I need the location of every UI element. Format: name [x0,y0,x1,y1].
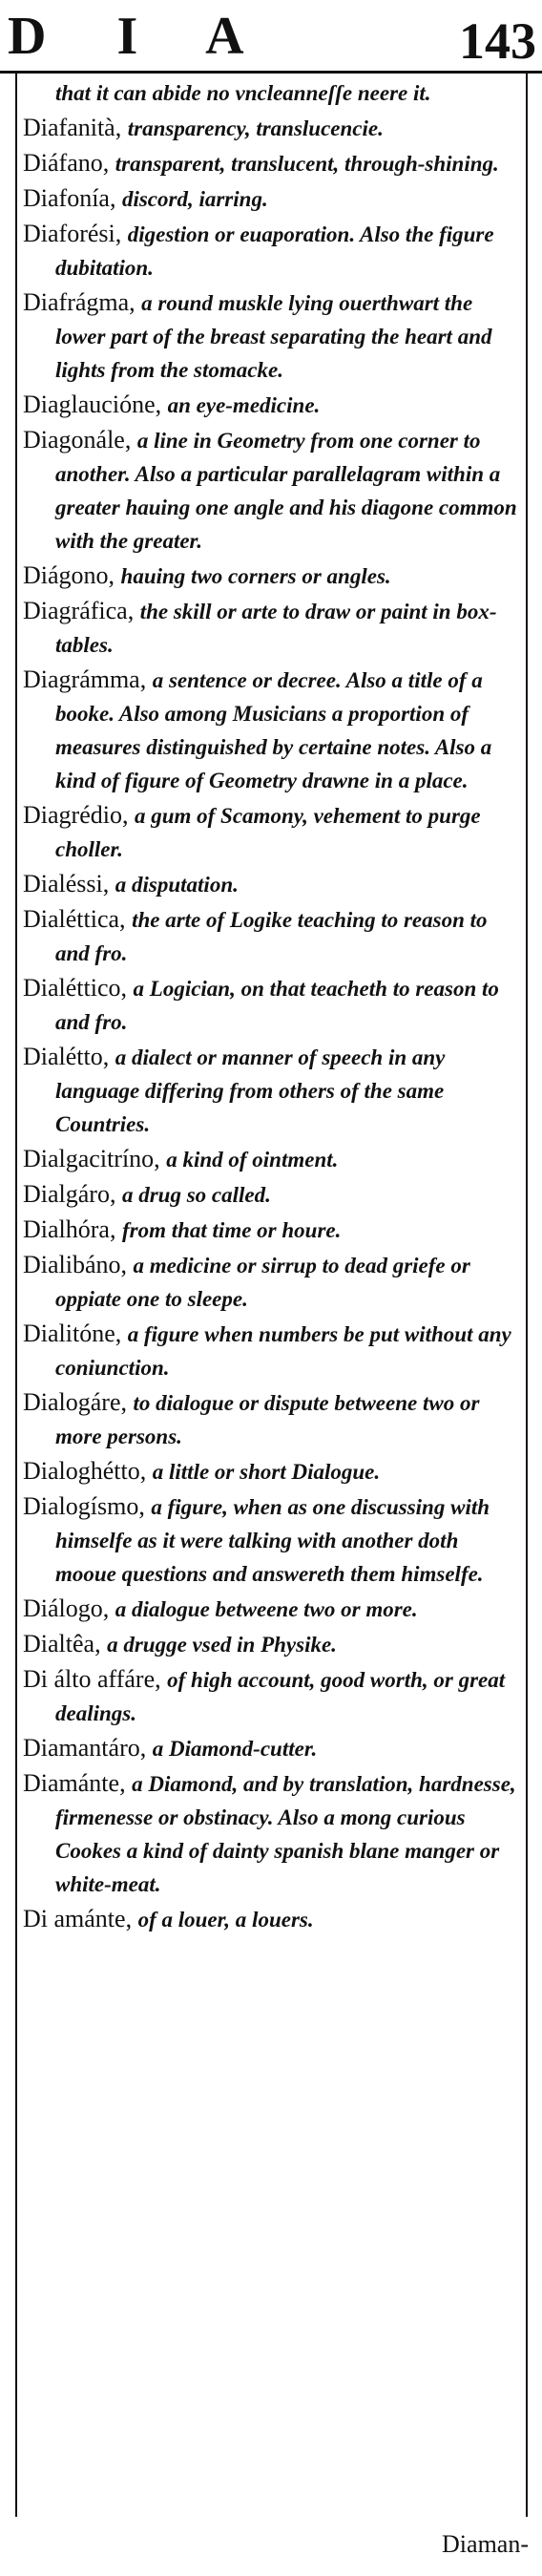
headword: Diagonále, [23,426,132,454]
dictionary-entry [23,112,519,145]
dictionary-entry [23,424,519,558]
headword: Diaglaucióne, [23,391,162,418]
dictionary-entry [23,1593,519,1626]
definition: a drugge vsed in Physike. [107,1633,337,1657]
definition: of a louer, a louers. [137,1908,314,1932]
definition: a Diamond-cutter. [152,1737,318,1761]
headword: Dialoghétto, [23,1457,147,1485]
dictionary-entry [23,1214,519,1247]
definition: an eye-medicine. [167,393,321,417]
headword: Dialogáre, [23,1388,128,1416]
headword: Dialéttica, [23,905,126,933]
dictionary-entry [23,1178,519,1212]
headword: Dialhóra, [23,1215,116,1243]
headword: Diagráfica, [23,597,135,624]
headword: Dialitóne, [23,1320,122,1347]
headword: Dialogísmo, [23,1492,145,1520]
dictionary-entry [23,1490,519,1591]
definition: of high account, good worth, or great dealings. [55,1668,506,1725]
headword: Diamánte, [23,1769,126,1797]
dictionary-entry [23,799,519,866]
definition: a line in Geometry from one corner to another. Also a particular parallelagram within a greater hauing one angle and his diagone common with the greater. [55,429,517,553]
headword: Diálogo, [23,1594,110,1622]
headword: Dialgáro, [23,1180,116,1208]
definition: a Logician, on that teacheth to reason to and fro. [55,977,499,1034]
definition: a drug so called. [121,1183,271,1207]
headword: Diáfano, [23,149,110,177]
dictionary-entry [23,560,519,593]
header-rule [0,71,542,74]
definition: to dialogue or dispute betweene two or more persons. [55,1391,480,1448]
definition: the skill or arte to draw or paint in box-tables. [55,600,497,657]
headword: Di álto affáre, [23,1665,161,1693]
headword: Diagrámma, [23,665,147,693]
dictionary-entry [23,1143,519,1176]
headword: Dialtêa, [23,1630,101,1658]
definition: a medicine or sirrup to dead griefe or oppiate one to sleepe. [55,1254,470,1311]
dictionary-entry [23,1386,519,1453]
headword: Diamantáro, [23,1734,147,1762]
headword: Dialibáno, [23,1251,128,1278]
headword: Dialétto, [23,1043,110,1070]
definition: a sentence or decree. Also a title of a booke. Also among Musicians a proportion of measures distinguished by certaine notes. Also a kind of figure of Geometry drawne in a place. [55,668,492,792]
headword: Di amánte, [23,1905,133,1932]
dictionary-entry [23,1318,519,1384]
definition: hauing two corners or angles. [120,564,391,588]
definition: a disputation. [115,873,239,897]
dictionary-entry [23,182,519,216]
dictionary-entry [23,903,519,970]
definition: the arte of Logike teaching to reason to and fro. [55,908,488,965]
headword: Dialéttico, [23,974,128,1002]
headword: Diafrágma, [23,288,136,316]
headword: Diágono, [23,561,115,589]
dictionary-entry [23,1249,519,1316]
page-header [0,0,542,74]
column-rule-right [526,71,528,2517]
definition: a figure when numbers be put without any coniunction. [55,1322,511,1380]
page-number: 143 [459,12,536,70]
dictionary-entry [23,1732,519,1765]
dictionary-entry [23,147,519,180]
definition: a Diamond, and by translation, hardnesse, firmenesse or obstinacy. Also a mong curious Cookes a kind of dainty spanish blane manger or white-meat. [55,1772,516,1896]
dictionary-entry [23,1663,519,1730]
continuation-text: that it can abide no vncleanneſſe neere it. [55,81,431,105]
dictionary-entry [23,1041,519,1141]
definition: a kind of ointment. [166,1148,339,1172]
dictionary-entry [23,972,519,1039]
headword: Diagrédio, [23,801,129,829]
column-rule-left [15,71,17,2517]
dictionary-column [23,76,519,1938]
catchword: Diaman- [442,2530,529,2558]
definition: a gum of Scamony, vehement to purge choller. [55,804,481,861]
dictionary-entry [23,868,519,901]
headword: Dialéssi, [23,870,110,897]
dictionary-entry [23,1628,519,1661]
dictionary-entry [23,389,519,422]
definition: a little or short Dialogue. [152,1460,381,1484]
definition: transparency, translucencie. [127,116,384,140]
definition: a dialect or manner of speech in any language differing from others of the same Countries. [55,1045,446,1136]
definition: from that time or houre. [121,1218,342,1242]
headword: Diafanità, [23,114,122,141]
dictionary-entry [23,1903,519,1936]
running-head: D I A [8,7,273,66]
dictionary-entry [23,595,519,662]
dictionary-entry [23,286,519,387]
dictionary-entry [23,1455,519,1489]
headword: Diaforési, [23,220,122,247]
dictionary-entry [23,1767,519,1901]
definition: a dialogue betweene two or more. [115,1597,418,1621]
definition: digestion or euaporation. Also the figure dubitation. [55,222,494,280]
definition: transparent, translucent, through-shining. [115,152,499,176]
dictionary-entry [23,664,519,797]
dictionary-entry [23,218,519,285]
headword: Dialgacitríno, [23,1145,160,1172]
headword: Diafonía, [23,184,116,212]
definition: discord, iarring. [121,187,268,211]
definition: a round muskle lying ouerthwart the lower part of the breast separating the heart and lights from the stomacke. [55,291,492,382]
definition: a figure, when as one discussing with himselfe as it were talking with another doth mooue questions and answereth them himselfe. [55,1495,490,1586]
